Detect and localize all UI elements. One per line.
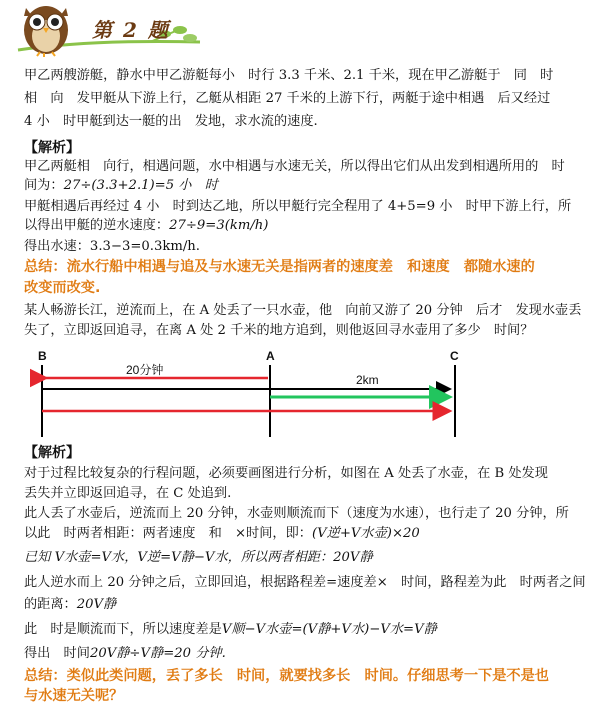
solution2-line9-text: 得出 时间 bbox=[24, 646, 90, 661]
page-title: 第 2 题 bbox=[92, 18, 170, 42]
solution2-line6: 此人逆水而上 20 分钟之后，立即回追，根据路程差=速度差× 时间，路程差为此 时两者之间 bbox=[24, 575, 586, 590]
solution2-line8-math: V顺−V水壶=(V静+V水)−V水=V静 bbox=[221, 622, 437, 637]
solution2-line7-text: 的距离： bbox=[24, 597, 77, 612]
solution2-line4-text: 以此 时两者相距：两者速度 和 ×时间，即： bbox=[24, 526, 312, 541]
diagram-label-b: B bbox=[38, 349, 47, 363]
solution1-line2 bbox=[24, 177, 584, 194]
solution2-line7 bbox=[24, 596, 584, 613]
solution2-line9 bbox=[24, 645, 584, 662]
owl-on-branch-icon bbox=[0, 0, 600, 62]
solution2-line4 bbox=[24, 525, 584, 542]
solution1-line5: 得出水速：3.3−3=0.3km/h. bbox=[24, 239, 200, 254]
solution1-line2-math: 27÷(3.3+2.1)=5 小 时 bbox=[63, 178, 218, 193]
diagram-label-20min: 20分钟 bbox=[126, 363, 164, 377]
diagram-lines bbox=[30, 345, 470, 445]
question1-line3: 4 小 时甲艇到达一艇的出 发地，求水流的速度. bbox=[24, 114, 318, 129]
summary1-line2: 改变而改变. bbox=[24, 280, 101, 296]
question1-line1: 甲乙两艘游艇，静水中甲乙游艇每小 时行 3.3 千米、2.1 千米，现在甲乙游艇于 同 时 bbox=[24, 68, 554, 83]
solution2-line1: 对于过程比较复杂的行程问题，必须要画图进行分析，如图在 A 处丢了水壶，在 B 处发现 bbox=[24, 466, 548, 481]
solution1-line1: 甲乙两艇相 向行，相遇问题，水中相遇与水速无关，所以得出它们从出发到相遇所用的 时 bbox=[24, 159, 565, 174]
solution1-line2-text: 间为： bbox=[24, 178, 64, 193]
solution2-line8-text: 此 时是顺流而下，所以速度差是 bbox=[24, 622, 222, 637]
summary2-line1: 总结：类似此类问题，丢了多长 时间，就要找多长 时间。仔细思考一下是不是也 bbox=[24, 668, 549, 684]
question1-line2: 相 向 发甲艇从下游上行，乙艇从相距 27 千米的上游下行，两艇于途中相遇 后又经过 bbox=[24, 91, 551, 106]
solution2-line2: 丢失并立即返回追寻，在 C 处追到. bbox=[24, 486, 232, 501]
solution1-line3: 甲艇相遇后再经过 4 小 时到达乙地，所以甲艇行完全程用了 4+5=9 小 时甲下游上行，所 bbox=[24, 199, 572, 214]
solution1-line4-text: 以得出甲艇的逆水速度： bbox=[24, 218, 170, 233]
summary1-line1: 总结：流水行船中相遇与追及与水速无关是指两者的速度差 和速度 都随水速的 bbox=[24, 259, 535, 275]
solution1-line4 bbox=[24, 217, 584, 234]
diagram bbox=[30, 345, 470, 445]
solution1-label: 【解析】 bbox=[24, 140, 80, 156]
solution2-line9-math: 20V静÷V静=20 分钟. bbox=[89, 646, 226, 661]
solution1-line4-math: 27÷9=3(km/h) bbox=[169, 218, 269, 233]
summary2-line2: 与水速无关呢？ bbox=[24, 688, 124, 704]
diagram-label-a: A bbox=[266, 349, 275, 363]
solution2-line8 bbox=[24, 621, 584, 638]
header bbox=[0, 0, 600, 62]
question2-line2: 失了，立即返回追寻，在离 A 处 2 千米的地方追到，则他返回寻水壶用了多少 时间？ bbox=[24, 323, 534, 338]
diagram-label-2km: 2km bbox=[356, 373, 379, 387]
solution2-label: 【解析】 bbox=[24, 445, 80, 461]
solution2-line7-math: 20V静 bbox=[76, 597, 117, 612]
solution2-line3: 此人丢了水壶后，逆流而上 20 分钟，水壶则顺流而下（速度为水速），也行走了 20 分钟，所 bbox=[24, 506, 569, 521]
question2-line1: 某人畅游长江，逆流而上，在 A 处丢了一只水壶，他 向前又游了 20 分钟 后才 发现水壶丢 bbox=[24, 303, 582, 318]
solution2-line5: 已知 V水壶=V水，V逆=V静−V水，所以两者相距：20V静 bbox=[24, 550, 373, 565]
solution2-line4-math: (V逆+V水壶)×20 bbox=[312, 526, 420, 541]
diagram-label-c: C bbox=[450, 349, 459, 363]
